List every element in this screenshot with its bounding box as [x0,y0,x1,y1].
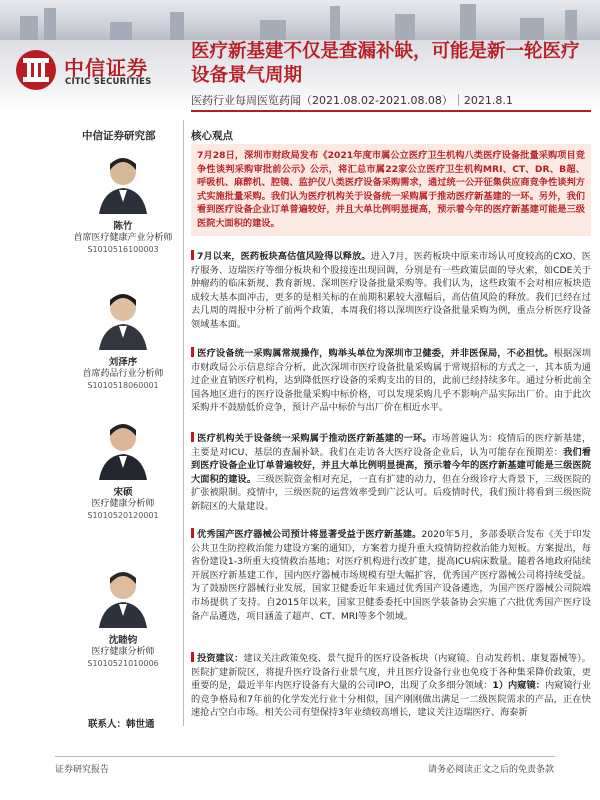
paragraph-lead: 医疗设备统一采购属常规操作，购举头单位为深圳市卫健委，并非医保局，不必担忧。 [197,348,554,359]
paragraph-body: 建议关注政策免疫、景气提升的医疗设备板块（内窥镜、自动发药机、康复器械等）。医院扩建新院区，将提升医疗设备行业景气度，并且医疗设备行业也免疫于各种集采降价政策，更重要的是，最近半年内医疗设备有大量的公司IPO，出现了众多细分领域： [191,653,591,692]
analyst-license: S1010521010006 [87,659,159,668]
summary-box: 7月28日，深圳市财政局发布《2021年度市属公立医疗卫生机构八类医疗设备批量采购项目竞争性谈判采购审批前公示》公示，将汇总市属22家公立医疗卫生机构MRI、CT、DR、B超、呼吸机、麻醉机、腔镜、监护仪八类医疗设备采购需求，通过统一公开征集供应商竞争性谈判方式实施批量采购。我们认为医疗机构关于设备统一采购属于推动医疗新基建的一环。另外，我们看到医疗设备企业订单普遍较好，并且大单比例明显提高，预示着今年的医疗新基建可能是三级医院大面积的建设。 [191,144,591,236]
avatar [95,416,151,480]
footer-divider [55,756,555,757]
paragraph-tail: 内窥镜行业的竞争格局和7年前的化学发光行业十分相似，国产刚刚做出满足一二级医院需求的产品，正在快速抢占空白市场。相关公司有望保持3年业绩较高增长，建议关注迈瑞医疗、海泰新 [191,680,592,719]
paragraph-lead: 医疗机构关于设备统一采购属于推动医疗新基建的一环。 [197,433,432,444]
analyst-name: 沈睦钧 [108,635,138,646]
paragraph-highlight: 我们看到医疗设备企业订单普遍较好，并且大单比例明显提高，预示着今年的医疗新基建可能是三级医院大面积的建设。 [191,446,591,485]
paragraph [191,652,591,720]
paragraph-lead: 7月以来，医药板块高估值风险得以释放。 [197,251,371,262]
analyst-role: 首席药品行业分析师 [82,369,164,379]
analyst-card [70,286,176,392]
avatar [95,286,151,350]
contact-person: 联系人：韩世通 [88,719,155,730]
analyst-license: S1010518060001 [87,381,159,390]
avatar [95,150,151,214]
paragraph-lead: 优秀国产医疗器械公司预计将显著受益于医疗新基建。 [197,529,422,540]
paragraph [191,432,591,514]
paragraph-body: 进入7月，医药板块中原来市场认可度较高的CXO、医疗服务、迈瑞医疗等细分板块和个股接连出现回调，分别是有一些政策层面的导火索，如CDE关于肿瘤药的临床新规、教育新规、深圳医疗设备批量采购等。我们认为，这些政策不会对相应板块造成较大基本面冲击，更多的是相关标的在前期积累较大涨幅后，高估值风险的释放。我们已经在过去几周的周报中分析了前两个政策，本周我们将以深圳医疗设备批量采购为例，重点分析医疗设备领域基本面。 [191,251,591,330]
paragraph-body: 根据深圳市财政局公示信息综合分析，此次深圳市医疗设备批量采购属于常规招标的方式之一，其本质为通过企业直销医疗机构，达到降低医疗设备的采购支出的目的，此前已经持续多年。通过分析此前全国各地区进行的医疗设备批量采购中标价格，可以发现采购几乎不影响产品实际出厂价。由于此次采购并不鼓励低价竞争，预计产品中标价与出厂价在相近水平。 [191,348,592,414]
bullet-marker [191,652,194,662]
citic-logo-icon [14,48,58,92]
bullet-marker [191,250,194,260]
company-logo [14,46,184,94]
analyst-name: 陈竹 [113,221,133,232]
paragraph [191,347,591,415]
footer-disclaimer: 请务必阅读正文之后的免责条款 [427,765,554,775]
analyst-license: S1010516100003 [87,245,159,254]
column-divider [183,120,184,726]
analyst-role: 首席医疗健康产业分析师 [73,233,173,243]
paragraph [191,250,591,332]
title-divider [191,110,591,112]
analyst-card [70,564,176,670]
avatar [95,564,151,628]
paragraph-highlight: 1）内窥镜： [492,680,545,692]
paragraph-lead: 投资建议： [197,653,244,664]
logo-text-en: CITIC SECURITIES [65,77,152,87]
research-dept-heading: 中信证券研究部 [82,130,156,142]
paragraph-tail: 三级医院资金相对充足，一直有扩建的动力，但在分级诊疗大背景下，三级医院的扩张被限制。疫情中，三级医院的运营效率受到广泛认可。后疫情时代，我们预计将看到三级医院新院区的大量建设。 [191,473,592,512]
bullet-marker [191,347,194,357]
analyst-role: 医疗健康分析师 [91,499,155,509]
logo-text-cn: 中信证券 [64,56,148,80]
analyst-role: 医疗健康分析师 [91,647,155,657]
header-banner [0,0,600,40]
core-view-heading: 核心观点 [191,130,233,142]
footer-left-text: 证券研究报告 [55,765,110,775]
analyst-name: 宋硕 [113,487,133,498]
paragraph [191,528,591,623]
bullet-marker [191,432,194,442]
bullet-marker [191,528,194,538]
analyst-license: S1010520120001 [87,511,159,520]
paragraph-body: 市场普遍认为：疫情后的医疗新基建，主要是对ICU、基层的查漏补缺。我们在走访各大医疗设备企业后，认为可能存在预期差： [191,433,592,458]
report-title: 医疗新基建不仅是查漏补缺，可能是新一轮医疗设备景气周期 [191,41,580,86]
report-subtitle: 医药行业每周医览药闻（2021.08.02-2021.08.08）｜2021.8.1 [191,94,513,107]
analyst-name: 刘泽序 [108,357,138,368]
paragraph-body: 2020年5月，多部委联合发布《关于印发公共卫生防控救治能力建设方案的通知》，方案着力提升重大疫情防控救治能力短板。方案提出，每省份建设1-3所重大疫情救治基地；对医疗机构进行改扩建，提高ICU病床数量。随着各地政府陆续开展医疗新基建工作，国内医疗器械市场规模有望大幅扩容，优秀国产医疗器械公司将持续受益。为了鼓励医疗器械行业发展，国家卫健委近年来通过优秀国产设备遴选，为国产医疗器械公司院端市场提供了支持。自2015年以来，国家卫健委委托中国医学装备协会实施了六批优秀国产医疗设备产品遴选，项目涵盖了超声、CT、MRI等多个领域。 [191,529,591,622]
analyst-card [70,150,176,256]
analyst-card [70,416,176,522]
